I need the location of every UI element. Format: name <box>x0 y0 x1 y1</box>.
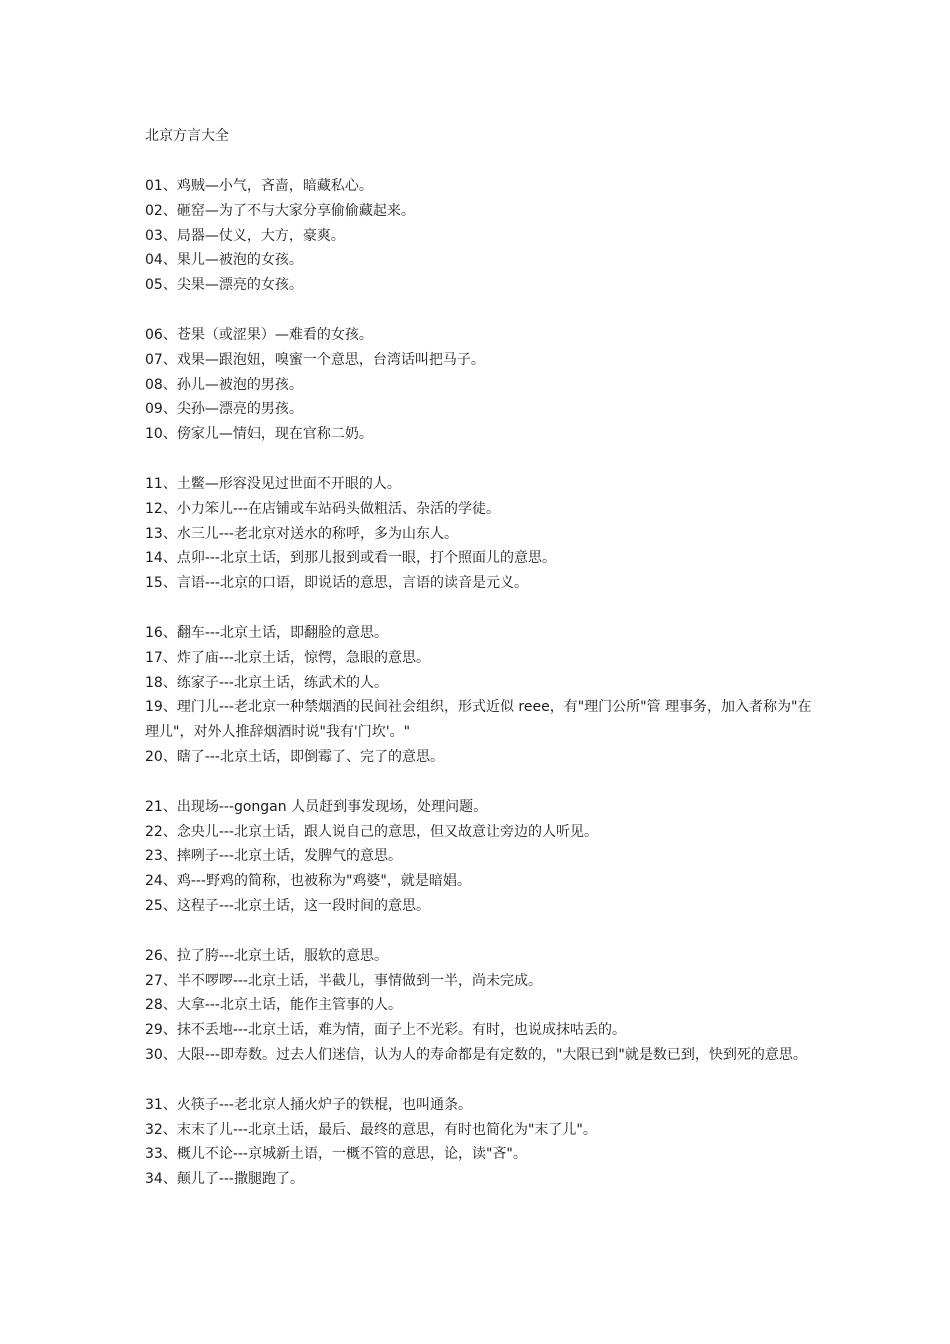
list-item: 19、理门儿---老北京一种禁烟酒的民间社会组织，形式近似 reee，有"理门公所"管 理事务，加入者称为"在理儿"，对外人推辞烟酒时说"我有'门坎'。" <box>145 699 812 741</box>
list-item: 14、点卯---北京土话，到那儿报到或看一眼，打个照面儿的意思。 <box>145 550 556 567</box>
entry-group <box>145 621 815 770</box>
list-item: 01、鸡贼—小气，吝啬，暗藏私心。 <box>145 178 373 194</box>
list-item: 30、大限---即寿数。过去人们迷信，认为人的寿命都是有定数的，"大限已到"就是数已到，快到死的意思。 <box>145 1046 807 1063</box>
list-item: 10、傍家儿—情妇，现在官称二奶。 <box>145 426 373 443</box>
list-item: 33、概儿不论---京城新土语，一概不管的意思，论，读"吝"。 <box>145 1146 527 1163</box>
list-item: 13、水三儿---老北京对送水的称呼，多为山东人。 <box>145 525 458 542</box>
list-item: 27、半不啰啰---北京土话，半截儿，事情做到一半，尚未完成。 <box>145 972 542 989</box>
list-item: 23、摔咧子---北京土话，发脾气的意思。 <box>145 848 402 865</box>
list-item: 09、尖孙—漂亮的男孩。 <box>145 401 303 418</box>
list-item: 03、局器—仗义，大方，豪爽。 <box>145 227 345 244</box>
list-item: 06、苍果（或涩果）—难看的女孩。 <box>145 326 373 343</box>
list-item: 25、这程子---北京土话，这一段时间的意思。 <box>145 897 430 914</box>
list-item: 21、出现场---gongan 人员赶到事发现场，处理问题。 <box>145 798 488 815</box>
list-item: 20、瞎了---北京土话，即倒霉了、完了的意思。 <box>145 748 444 765</box>
list-item: 16、翻车---北京土话，即翻脸的意思。 <box>145 624 388 641</box>
list-item: 28、大拿---北京土话，能作主管事的人。 <box>145 997 402 1014</box>
list-item: 22、念央儿---北京土话，跟人说自己的意思，但又故意让旁边的人听见。 <box>145 823 598 840</box>
list-item: 34、颠儿了---撒腿跑了。 <box>145 1171 304 1188</box>
list-item: 26、拉了胯---北京土话，服软的意思。 <box>145 947 388 964</box>
list-item: 02、砸窑—为了不与大家分享偷偷藏起来。 <box>145 202 415 219</box>
list-item: 08、孙儿—被泡的男孩。 <box>145 376 303 393</box>
list-item: 18、练家子---北京土话，练武术的人。 <box>145 674 388 691</box>
entry-group <box>145 472 815 596</box>
entry-group <box>145 795 815 919</box>
list-item: 07、戏果—跟泡妞，嗅蜜一个意思，台湾话叫把马子。 <box>145 351 485 368</box>
entry-group <box>145 323 815 447</box>
document-title: 北京方言大全 <box>145 128 229 144</box>
list-item: 32、末末了儿---北京土话，最后、最终的意思，有时也简化为"末了儿"。 <box>145 1121 597 1138</box>
list-item: 11、土鳖—形容没见过世面不开眼的人。 <box>145 475 401 492</box>
document-page <box>145 124 815 1217</box>
list-item: 17、炸了庙---北京土话，惊愕，急眼的意思。 <box>145 649 430 666</box>
entry-list <box>145 174 815 1192</box>
entry-group <box>145 1093 815 1192</box>
list-item: 04、果儿—被泡的女孩。 <box>145 252 303 269</box>
list-item: 05、尖果—漂亮的女孩。 <box>145 277 303 294</box>
list-item: 12、小力笨儿---在店铺或车站码头做粗活、杂活的学徒。 <box>145 500 500 517</box>
entry-group <box>145 944 815 1068</box>
entry-group <box>145 174 815 298</box>
list-item: 15、言语---北京的口语，即说话的意思，言语的读音是元义。 <box>145 575 528 592</box>
list-item: 24、鸡---野鸡的简称，也被称为"鸡婆"，就是暗娼。 <box>145 873 471 890</box>
list-item: 29、抹不丢地---北京土话，难为情，面子上不光彩。有时，也说成抹咕丢的。 <box>145 1022 626 1039</box>
list-item: 31、火筷子---老北京人捅火炉子的铁棍，也叫通条。 <box>145 1096 472 1113</box>
